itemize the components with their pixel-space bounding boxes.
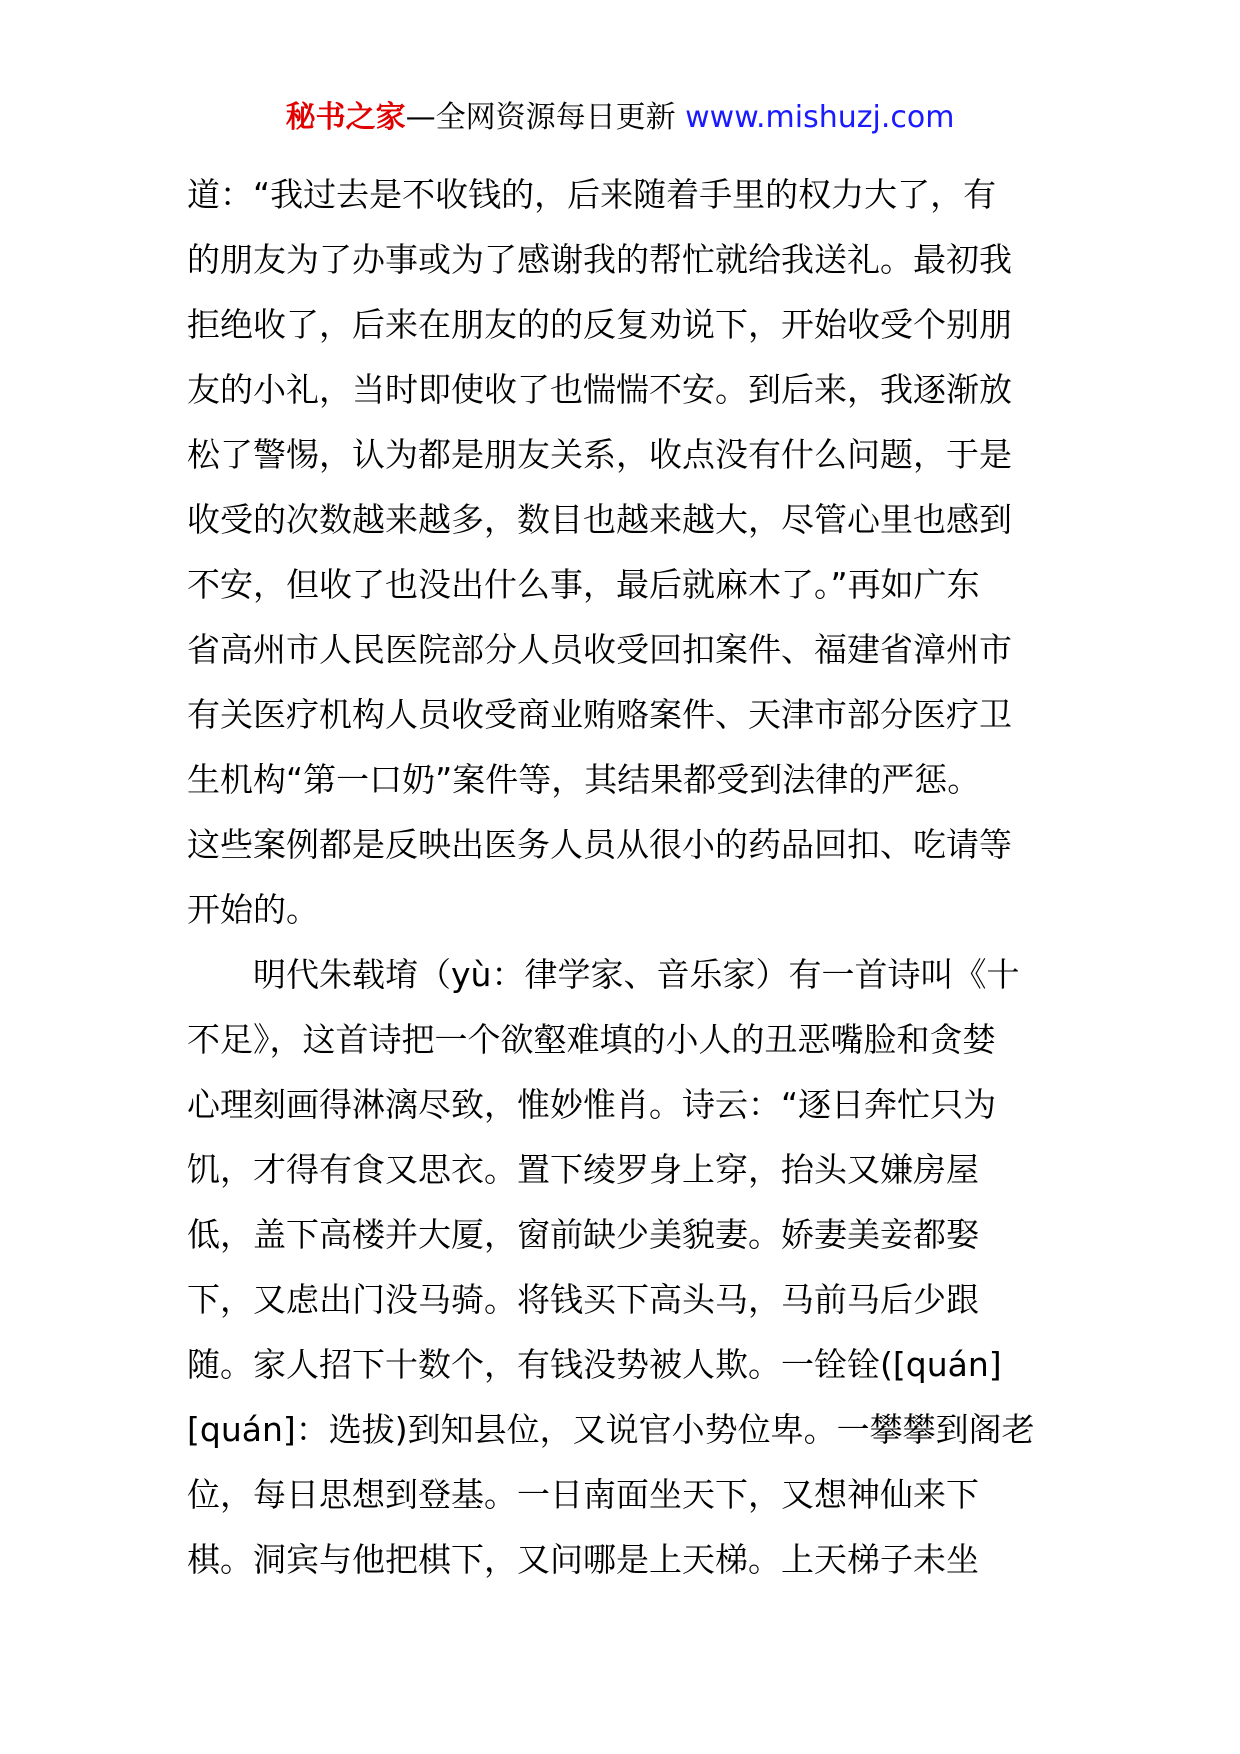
text-line: 拒绝收了，后来在朋友的的反复劝说下，开始收受个别朋 [187, 305, 1012, 344]
text-line: 友的小礼，当时即使收了也惴惴不安。到后来，我逐渐放 [187, 370, 1012, 409]
text-line: 开始的。 [187, 890, 319, 929]
text-line: 饥，才得有食又思衣。置下绫罗身上穿，抬头又嫌房屋 [187, 1150, 979, 1189]
text-line: 心理刻画得淋漓尽致，惟妙惟肖。诗云：“逐日奔忙只为 [187, 1085, 997, 1124]
text-line: 这些案例都是反映出医务人员从很小的药品回扣、吃请等 [187, 825, 1012, 864]
text-line: 低，盖下高楼并大厦，窗前缺少美貌妻。娇妻美妾都娶 [187, 1215, 979, 1254]
site-header [0, 98, 1240, 138]
text-line: 随。家人招下十数个，有钱没势被人欺。一铨铨([quán] [187, 1345, 1002, 1384]
site-url-link[interactable]: www.mishuzj.com [685, 100, 955, 135]
text-line: 不安，但收了也没出什么事，最后就麻木了。”再如广东 [187, 565, 980, 604]
text-line: 道：“我过去是不收钱的，后来随着手里的权力大了，有 [187, 175, 997, 214]
text-line: 省高州市人民医院部分人员收受回扣案件、福建省漳州市 [187, 630, 1012, 669]
text-line: 位，每日思想到登基。一日南面坐天下，又想神仙来下 [187, 1475, 979, 1514]
text-line: 不足》，这首诗把一个欲壑难填的小人的丑恶嘴脸和贪婪 [187, 1020, 996, 1059]
text-line: 收受的次数越来越多，数目也越来越大，尽管心里也感到 [187, 500, 1012, 539]
header-tagline: —全网资源每日更新 [405, 100, 676, 135]
text-line: [quán]：选拔)到知县位，又说官小势位卑。一攀攀到阁老 [187, 1410, 1035, 1449]
text-line: 棋。洞宾与他把棋下，又问哪是上天梯。上天梯子未坐 [187, 1540, 979, 1579]
text-line: 的朋友为了办事或为了感谢我的帮忙就给我送礼。最初我 [187, 240, 1012, 279]
text-line: 生机构“第一口奶”案件等，其结果都受到法律的严惩。 [187, 760, 981, 799]
text-line: 有关医疗机构人员收受商业贿赂案件、天津市部分医疗卫 [187, 695, 1012, 734]
text-line: 松了警惕，认为都是朋友关系，收点没有什么问题，于是 [187, 435, 1012, 474]
brand-name: 秘书之家 [285, 100, 406, 135]
paragraph-start-line: 明代朱载堉（yù：律学家、音乐家）有一首诗叫《十 [253, 955, 1020, 994]
document-body [187, 162, 1057, 1592]
text-line: 下，又虑出门没马骑。将钱买下高头马，马前马后少跟 [187, 1280, 979, 1319]
